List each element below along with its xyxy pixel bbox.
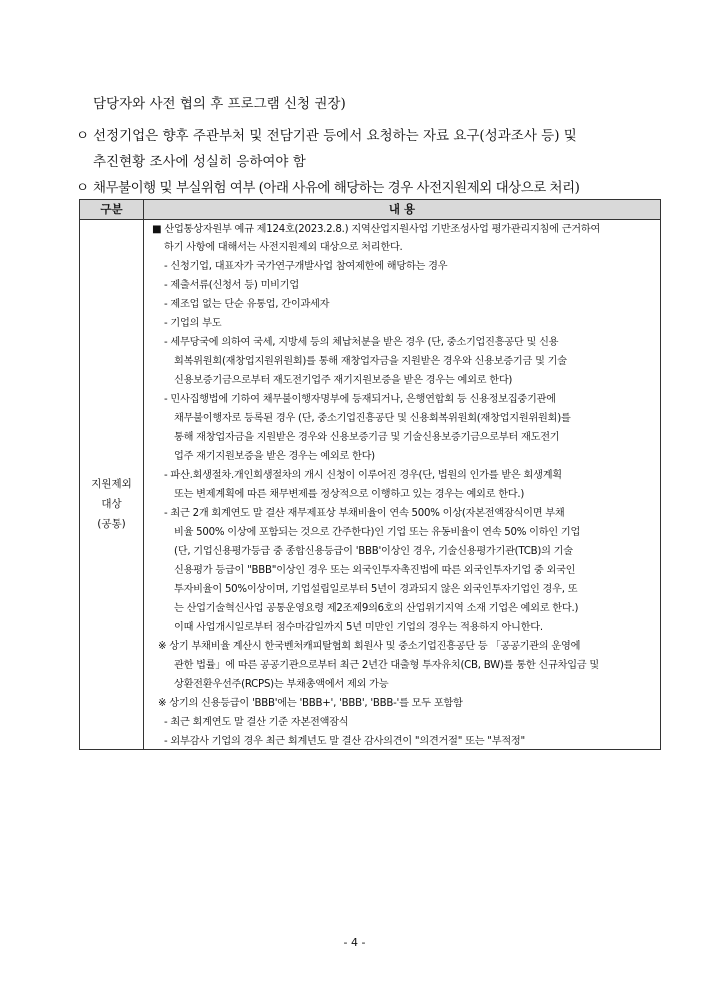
content-line: - 최근 회계연도 말 결산 기준 자본전액잠식	[164, 717, 349, 728]
content-line: - 세무당국에 의하여 국세, 지방세 등의 체납처분을 받은 경우 (단, 중소기업진흥공단 및 신용	[164, 337, 559, 348]
content-line: 회복위원회(재창업지원위원회)를 통해 재창업자금을 지원받은 경우와 신용보증기금 및 기술	[174, 356, 567, 367]
table-header	[80, 200, 660, 220]
content-line: 업주 재기지원보증을 받은 경우는 예외로 한다)	[174, 451, 375, 462]
category-line: 지원제외	[91, 478, 132, 490]
content-line: 채무불이행자로 등록된 경우 (단, 중소기업진흥공단 및 신용회복위원회(재창업지원위원회)를	[174, 413, 571, 424]
content-line: 상환전환우선주(RCPS)는 부채총액에서 제외 가능	[174, 679, 389, 690]
intro-line-1: 담당자와 사전 협의 후 프로그램 신청 권장)	[93, 96, 346, 112]
category-line: 대상	[101, 498, 122, 510]
header-category: 구분	[80, 200, 144, 219]
content-line: 신용보증기금으로부터 재도전기업주 재기지원보증을 받은 경우는 예외로 한다)	[174, 375, 513, 386]
content-line: - 제조업 없는 단순 유통업, 간이과세자	[164, 299, 330, 310]
content-line: - 신청기업, 대표자가 국가연구개발사업 참여제한에 해당하는 경우	[164, 261, 448, 272]
bullet-symbol: ㅇ	[76, 128, 90, 144]
content-line: - 외부감사 기업의 경우 최근 회계년도 말 결산 감사의견이 "의견거절" 또는 "부적정"	[164, 736, 525, 747]
content-line: 관한 법률」에 따른 공공기관으로부터 최근 2년간 대출형 투자유치(CB, BW)를 통한 신규차입금 및	[174, 660, 599, 671]
content-line: 이때 사업개시일로부터 점수마감일까지 5년 미만인 기업의 경우는 적용하지 아니한다.	[174, 622, 543, 633]
header-content: 내 용	[388, 202, 416, 216]
intro-line-2: 선정기업은 향후 주관부처 및 전담기관 등에서 요청하는 자료 요구(성과조사 등) 및	[93, 128, 577, 144]
content-line: - 파산.회생절차.개인회생절차의 개시 신청이 이루어진 경우(단, 법원의 인가를 받은 회생계획	[164, 470, 562, 481]
content-line: 신용평가 등급이 "BBB"이상인 경우 또는 외국인투자촉진법에 따른 외국인투자기업 중 외국인	[174, 565, 576, 576]
content-line: 통해 재창업자금을 지원받은 경우와 신용보증기금 및 기술신용보증기금으로부터 재도전기	[174, 432, 560, 443]
content-line: (단, 기업신용평가등급 중 종합신용등급이 'BBB'이상인 경우, 기술신용평가기관(TCB)의 기술	[174, 546, 573, 557]
intro-line-3: 추진현황 조사에 성실히 응하여야 함	[93, 154, 306, 170]
content-line: - 기업의 부도	[164, 318, 222, 329]
content-line: ※ 상기 부채비율 계산시 한국벤처캐피탈협회 회원사 및 중소기업진흥공단 등 「공공기관의 운영에	[158, 641, 581, 652]
content-line: ※ 상기의 신용등급이 'BBB'에는 'BBB+', 'BBB', 'BBB-'를 모두 포함함	[158, 698, 463, 709]
content-line: 비율 500% 이상에 포함되는 것으로 간주한다)인 기업 또는 유동비율이 연속 50% 이하인 기업	[174, 527, 581, 538]
content-line: - 제출서류(신청서 등) 미비기업	[164, 280, 299, 291]
content-line: ■ 산업통상자원부 예규 제124호(2023.2.8.) 지역산업지원사업 기반조성사업 평가관리지침에 근거하여	[152, 224, 601, 235]
content-line: 투자비율이 50%이상이며, 기업설립일로부터 5년이 경과되지 않은 외국인투자기업인 경우, 또	[174, 584, 578, 595]
content-line: - 민사집행법에 기하여 채무불이행자명부에 등재되거나, 은행연합회 등 신용정보집중기관에	[164, 394, 556, 405]
exclusion-table	[79, 199, 661, 750]
page-number: - 4 -	[343, 936, 366, 949]
content-line: 하기 사항에 대해서는 사전지원제외 대상으로 처리한다.	[164, 242, 403, 253]
content-line: - 최근 2개 회계연도 말 결산 재무제표상 부채비율이 연속 500% 이상(자본전액잠식이면 부채	[164, 508, 565, 519]
content-line: 또는 변제계획에 따른 채무변제를 정상적으로 이행하고 있는 경우는 예외로 한다.)	[174, 489, 525, 500]
category-line: (공통)	[97, 518, 126, 530]
content-line: 는 산업기술혁신사업 공통운영요령 제2조제9의6호의 산업위기지역 소재 기업은 예외로 한다.)	[174, 603, 579, 614]
intro-line-4: 채무불이행 및 부실위험 여부 (아래 사유에 해당하는 경우 사전지원제외 대상으로 처리)	[93, 180, 580, 196]
category-cell	[80, 220, 144, 749]
bullet-symbol: ㅇ	[76, 180, 90, 196]
